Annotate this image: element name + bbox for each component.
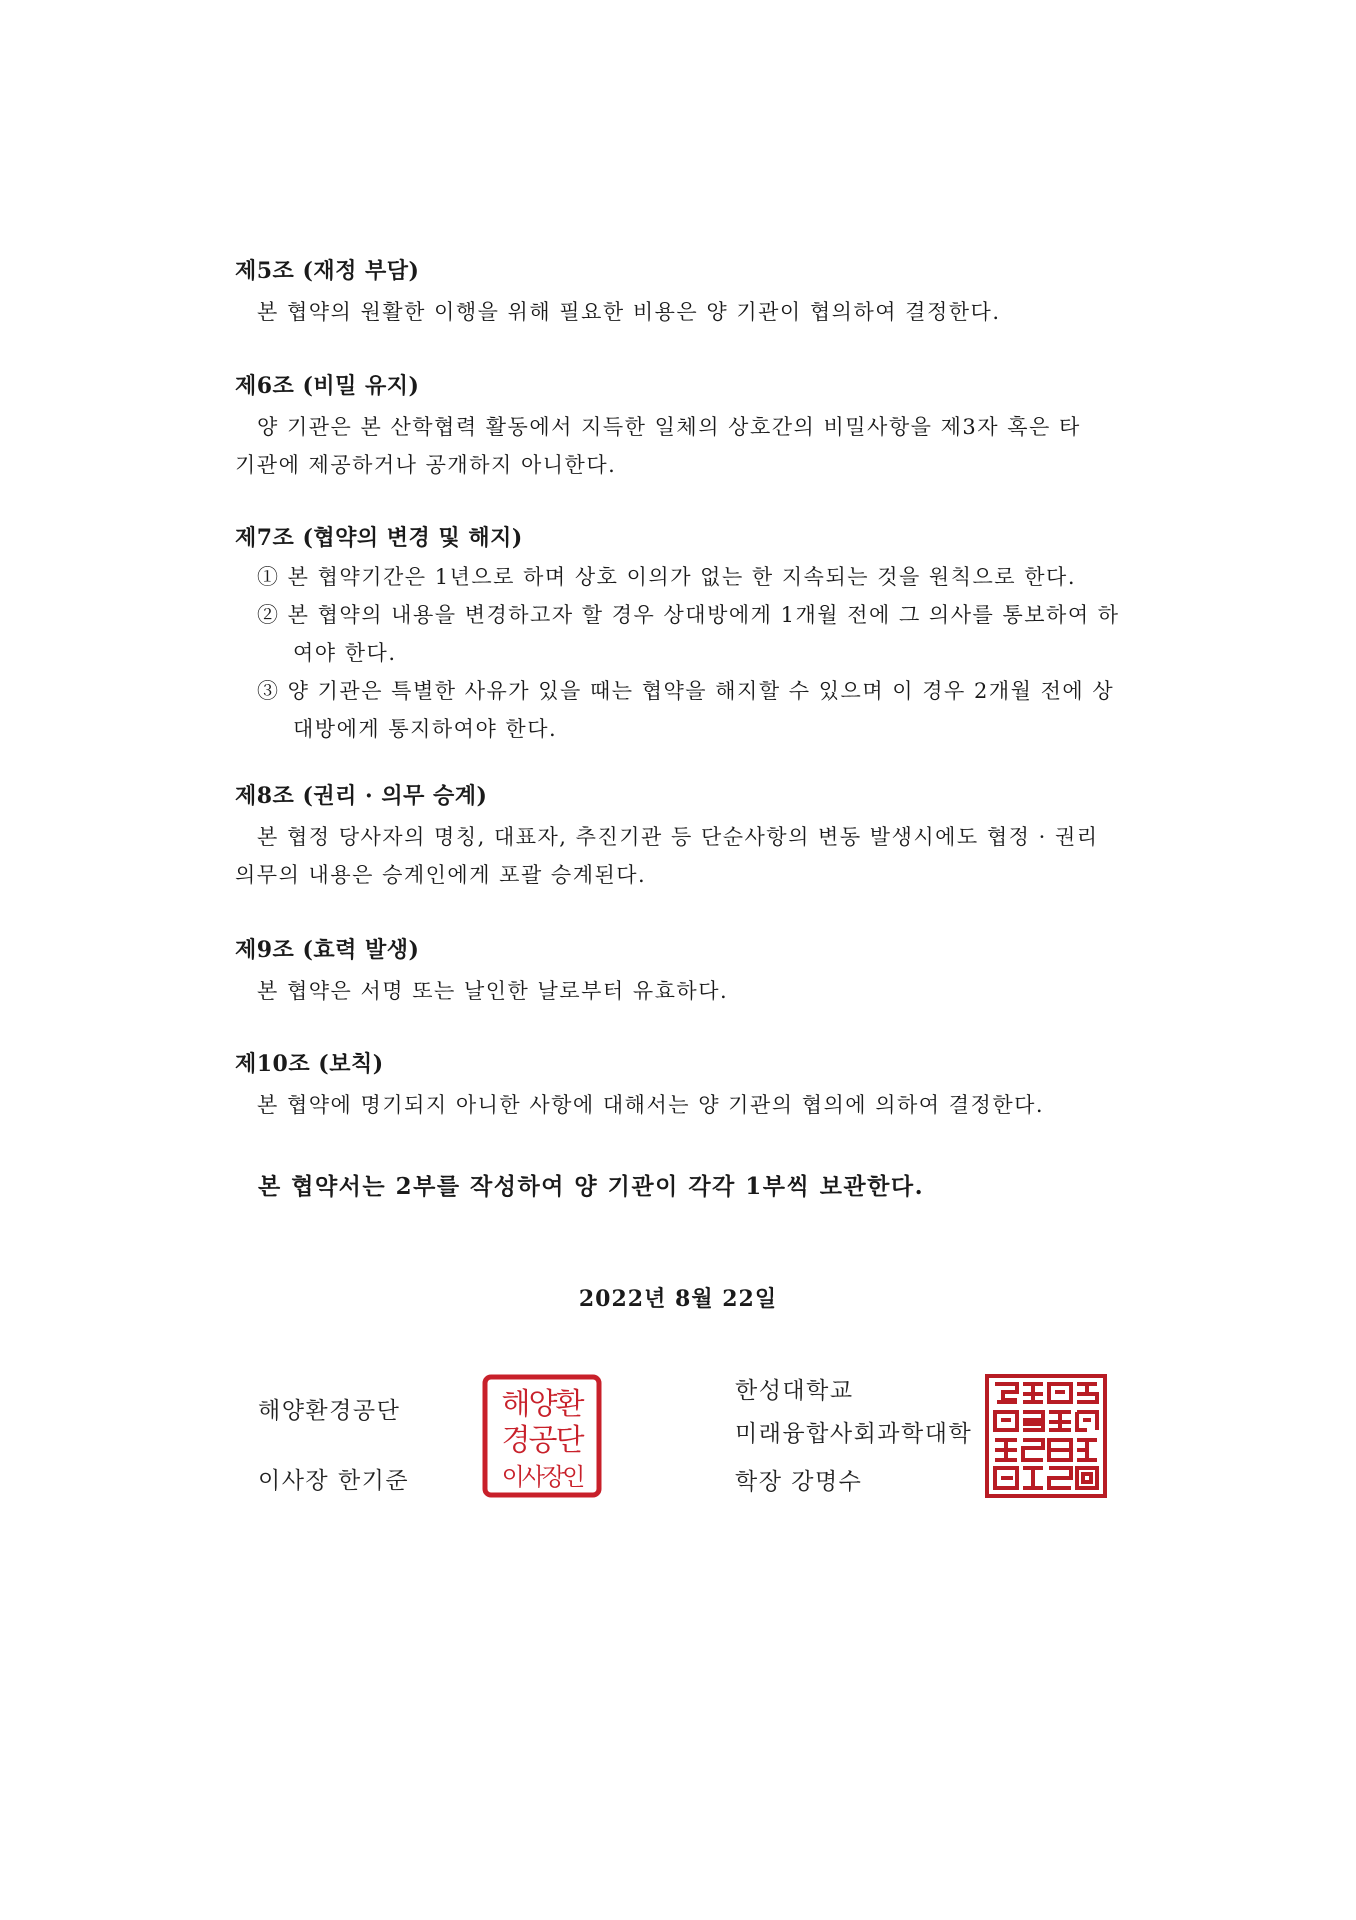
article-6-text-line-1: 양 기관은 본 산학협력 활동에서 지득한 일체의 상호간의 비밀사항을 제3자 혹은 타: [257, 415, 1081, 439]
right-organization: 한성대학교: [735, 1378, 854, 1404]
right-seal-glyphs: [995, 1384, 1097, 1488]
right-representative: 학장 강명수: [735, 1469, 863, 1495]
left-seal-line-3: 이사장인: [501, 1463, 583, 1491]
article-7-item-1: ① 본 협약기간은 1년으로 하며 상호 이의가 없는 한 지속되는 것을 원칙으로 한다.: [257, 565, 1077, 589]
left-representative: 이사장 한기준: [258, 1468, 410, 1494]
article-7-heading: 제7조 (협약의 변경 및 해지): [235, 525, 523, 551]
article-5: [235, 255, 1135, 331]
article-8-heading: 제8조 (권리 · 의무 승계): [235, 783, 488, 809]
left-seal-line-1: 해양환: [501, 1387, 583, 1422]
article-7-item-3: ③ 양 기관은 특별한 사유가 있을 때는 협약을 해지할 수 있으며 이 경우 2개월 전에 상대방에게 통지하여야 한다.: [257, 679, 1115, 741]
article-8: [235, 780, 1135, 894]
article-6: [235, 370, 1135, 484]
article-9-heading: 제9조 (효력 발생): [235, 937, 420, 963]
closing-statement: 본 협약서는 2부를 작성하여 양 기관이 각각 1부씩 보관한다.: [258, 1173, 925, 1200]
article-6-heading: 제6조 (비밀 유지): [235, 373, 420, 399]
article-7-item-2: ② 본 협약의 내용을 변경하고자 할 경우 상대방에게 1개월 전에 그 의사를 통보하여 하여야 한다.: [257, 603, 1120, 665]
right-seal: [985, 1374, 1107, 1502]
article-6-text-line-2: 기관에 제공하거나 공개하지 아니한다.: [235, 453, 617, 477]
article-10-text: 본 협약에 명기되지 아니한 사항에 대해서는 양 기관의 협의에 의하여 결정한다.: [257, 1093, 1045, 1117]
signing-date: 2022년 8월 22일: [578, 1286, 778, 1312]
article-8-text-line-1: 본 협정 당사자의 명칭, 대표자, 추진기관 등 단순사항의 변동 발생시에도 협정 · 권리: [257, 825, 1099, 849]
article-9-text: 본 협약은 서명 또는 날인한 날로부터 유효하다.: [257, 979, 729, 1003]
left-seal: [482, 1374, 602, 1502]
left-seal-line-2: 경공단: [501, 1423, 583, 1458]
article-5-heading: 제5조 (재정 부담): [235, 258, 420, 284]
article-5-text: 본 협약의 원활한 이행을 위해 필요한 비용은 양 기관이 협의하여 결정한다.: [257, 300, 1001, 324]
left-organization: 해양환경공단: [258, 1398, 401, 1424]
article-7: [235, 522, 1135, 748]
article-8-text-line-2: 의무의 내용은 승계인에게 포괄 승계된다.: [235, 863, 647, 887]
right-department: 미래융합사회과학대학: [735, 1421, 973, 1447]
article-9: [235, 934, 1135, 1010]
right-seal-svg: [985, 1374, 1107, 1498]
left-seal-svg: [482, 1374, 602, 1498]
article-10: [235, 1048, 1135, 1124]
article-10-heading: 제10조 (보칙): [235, 1051, 384, 1077]
